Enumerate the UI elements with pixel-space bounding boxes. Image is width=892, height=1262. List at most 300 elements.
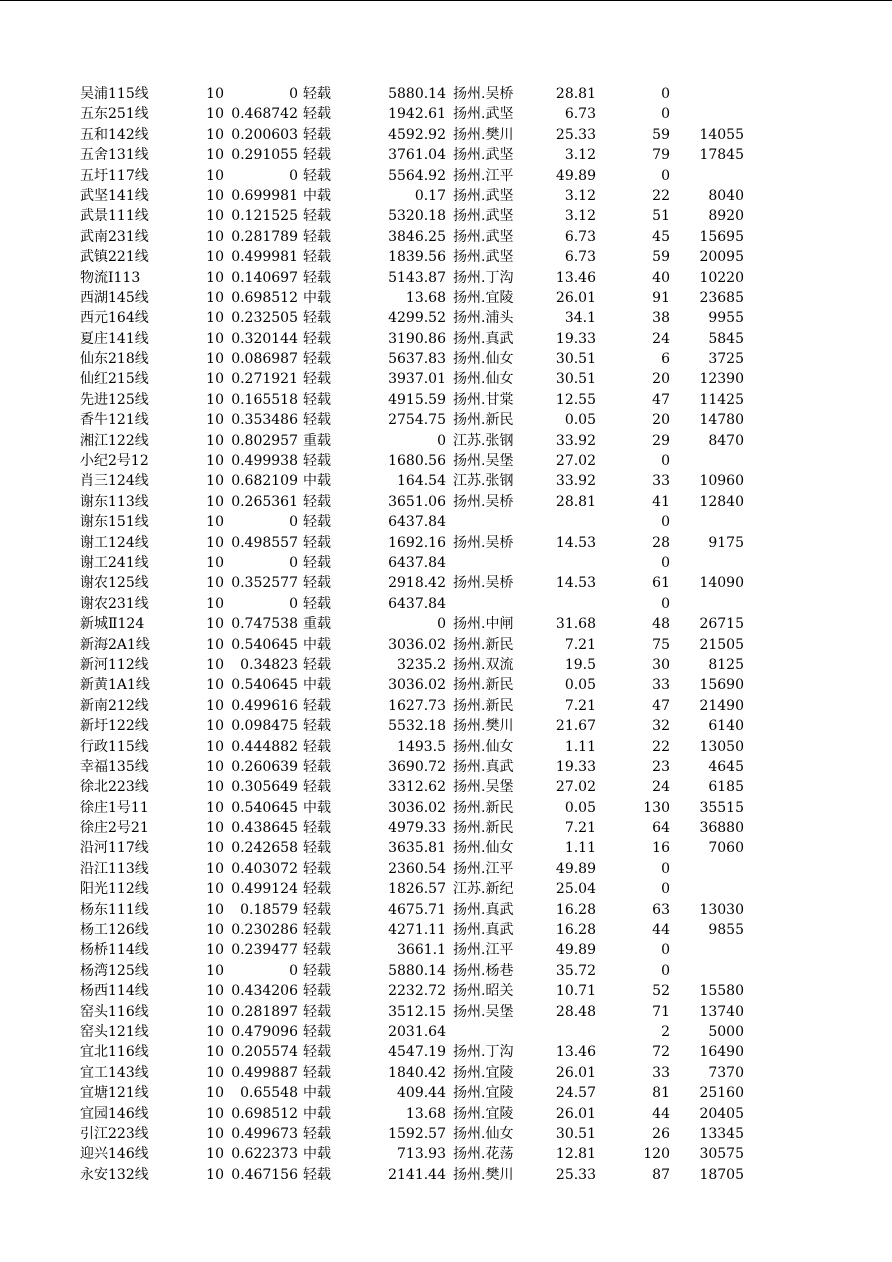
value-cell: 6140 — [708, 718, 744, 735]
capacity-cell: 1942.61 — [388, 106, 446, 123]
line-name-cell: 五圩117线 — [80, 167, 149, 184]
load-status-cell: 轻载 — [303, 126, 331, 143]
load-ratio-cell: 0.499673 — [231, 1125, 298, 1142]
voltage-cell: 10 — [206, 1146, 224, 1163]
voltage-cell: 10 — [206, 1003, 224, 1020]
capacity-cell: 1627.73 — [388, 697, 446, 714]
table-row — [0, 1002, 892, 1022]
line-name-cell: 徐庄2号21 — [80, 820, 149, 837]
load-status-cell: 轻载 — [303, 371, 331, 388]
distance-cell: 3.12 — [564, 147, 596, 164]
load-status-cell: 轻载 — [303, 534, 331, 551]
load-status-cell: 轻载 — [303, 228, 331, 245]
value-cell: 11425 — [699, 391, 744, 408]
table-row — [0, 879, 892, 899]
load-ratio-cell: 0.802957 — [231, 432, 298, 449]
count-cell: 0 — [661, 106, 670, 123]
value-cell: 8470 — [708, 432, 744, 449]
load-ratio-cell: 0.18579 — [240, 901, 298, 918]
voltage-cell: 10 — [206, 228, 224, 245]
voltage-cell: 10 — [206, 697, 224, 714]
load-status-cell: 轻载 — [303, 412, 331, 429]
distance-cell: 21.67 — [555, 718, 596, 735]
value-cell: 5000 — [708, 1023, 744, 1040]
distance-cell: 12.55 — [555, 391, 596, 408]
voltage-cell: 10 — [206, 289, 224, 306]
substation-cell: 扬州.仙女 — [453, 351, 514, 368]
load-status-cell: 轻载 — [303, 962, 331, 979]
load-ratio-cell: 0.086987 — [231, 351, 298, 368]
load-status-cell: 轻载 — [303, 758, 331, 775]
count-cell: 64 — [652, 820, 670, 837]
count-cell: 2 — [661, 1023, 670, 1040]
load-ratio-cell: 0.540645 — [231, 677, 298, 694]
count-cell: 79 — [652, 147, 670, 164]
distance-cell: 14.53 — [555, 575, 596, 592]
load-ratio-cell: 0.140697 — [231, 269, 298, 286]
load-status-cell: 轻载 — [303, 147, 331, 164]
load-status-cell: 轻载 — [303, 656, 331, 673]
load-ratio-cell: 0.291055 — [231, 147, 298, 164]
load-ratio-cell: 0 — [289, 86, 298, 102]
capacity-cell: 2360.54 — [388, 860, 446, 877]
table-row — [0, 1124, 892, 1144]
distance-cell: 13.46 — [555, 1044, 596, 1061]
voltage-cell: 10 — [206, 860, 224, 877]
value-cell: 12390 — [699, 371, 744, 388]
load-status-cell: 轻载 — [303, 860, 331, 877]
table-row — [0, 635, 892, 655]
value-cell: 3725 — [708, 351, 744, 368]
voltage-cell: 10 — [206, 147, 224, 164]
capacity-cell: 713.93 — [397, 1146, 446, 1163]
load-ratio-cell: 0.498557 — [231, 534, 298, 551]
count-cell: 40 — [652, 269, 670, 286]
capacity-cell: 3651.06 — [388, 493, 446, 510]
capacity-cell: 2232.72 — [388, 983, 446, 1000]
substation-cell: 扬州.吴堡 — [453, 453, 514, 470]
line-name-cell: 谢农125线 — [80, 575, 149, 592]
voltage-cell: 10 — [206, 493, 224, 510]
table-row — [0, 940, 892, 960]
distance-cell: 33.92 — [555, 473, 596, 490]
capacity-cell: 3846.25 — [388, 228, 446, 245]
voltage-cell: 10 — [206, 983, 224, 1000]
line-name-cell: 杨桥114线 — [80, 942, 149, 959]
load-ratio-cell: 0.265361 — [231, 493, 298, 510]
table-row — [0, 716, 892, 736]
table-row — [0, 186, 892, 206]
load-ratio-cell: 0.467156 — [231, 1166, 298, 1183]
count-cell: 0 — [661, 881, 670, 898]
value-cell: 21490 — [699, 697, 744, 714]
count-cell: 0 — [661, 453, 670, 470]
load-status-cell: 轻载 — [303, 595, 331, 612]
distance-cell: 1.11 — [564, 738, 596, 755]
load-status-cell: 中载 — [303, 1105, 331, 1122]
load-ratio-cell: 0.499616 — [231, 697, 298, 714]
voltage-cell: 10 — [206, 554, 224, 571]
distance-cell: 49.89 — [555, 942, 596, 959]
distance-cell: 6.73 — [564, 249, 596, 266]
load-ratio-cell: 0.353486 — [231, 412, 298, 429]
load-ratio-cell: 0.121525 — [231, 208, 298, 225]
value-cell: 5845 — [708, 330, 744, 347]
line-name-cell: 五东251线 — [80, 106, 149, 123]
load-ratio-cell: 0.305649 — [231, 779, 298, 796]
line-name-cell: 谢东113线 — [80, 493, 149, 510]
capacity-cell: 0 — [437, 616, 446, 633]
load-ratio-cell: 0.098475 — [231, 718, 298, 735]
load-ratio-cell: 0.242658 — [231, 840, 298, 857]
distance-cell: 27.02 — [555, 453, 596, 470]
distance-cell: 0.05 — [564, 412, 596, 429]
line-name-cell: 武南231线 — [80, 228, 149, 245]
substation-cell: 扬州.樊川 — [453, 126, 514, 143]
distance-cell: 0.05 — [564, 799, 596, 816]
distance-cell: 26.01 — [555, 1105, 596, 1122]
substation-cell: 扬州.花荡 — [453, 1146, 514, 1163]
distance-cell: 3.12 — [564, 208, 596, 225]
capacity-cell: 3690.72 — [388, 758, 446, 775]
count-cell: 0 — [661, 554, 670, 571]
substation-cell: 扬州.真武 — [453, 901, 514, 918]
count-cell: 81 — [652, 1085, 670, 1102]
load-status-cell: 轻载 — [303, 106, 331, 123]
load-ratio-cell: 0.622373 — [231, 1146, 298, 1163]
substation-cell: 扬州.武坚 — [453, 147, 514, 164]
capacity-cell: 4915.59 — [388, 391, 446, 408]
load-ratio-cell: 0.682109 — [231, 473, 298, 490]
value-cell: 20405 — [699, 1105, 744, 1122]
count-cell: 24 — [652, 779, 670, 796]
substation-cell: 扬州.吴桥 — [453, 493, 514, 510]
value-cell: 4645 — [708, 758, 744, 775]
load-ratio-cell: 0.444882 — [231, 738, 298, 755]
load-status-cell: 轻载 — [303, 942, 331, 959]
load-ratio-cell: 0 — [289, 167, 298, 184]
distance-cell: 19.33 — [555, 330, 596, 347]
voltage-cell: 10 — [206, 330, 224, 347]
distance-cell: 3.12 — [564, 187, 596, 204]
voltage-cell: 10 — [206, 656, 224, 673]
count-cell: 30 — [652, 656, 670, 673]
load-ratio-cell: 0.230286 — [231, 922, 298, 939]
table-row — [0, 1144, 892, 1164]
load-ratio-cell: 0.165518 — [231, 391, 298, 408]
count-cell: 130 — [643, 799, 670, 816]
load-status-cell: 轻载 — [303, 1023, 331, 1040]
value-cell: 15690 — [699, 677, 744, 694]
substation-cell: 扬州.江平 — [453, 860, 514, 877]
distance-cell: 7.21 — [564, 820, 596, 837]
line-name-cell: 谢工241线 — [80, 554, 149, 571]
value-cell: 13345 — [699, 1125, 744, 1142]
capacity-cell: 1840.42 — [388, 1064, 446, 1081]
count-cell: 20 — [652, 412, 670, 429]
distance-cell: 12.81 — [555, 1146, 596, 1163]
value-cell: 30575 — [699, 1146, 744, 1163]
line-name-cell: 永安132线 — [80, 1166, 149, 1183]
line-name-cell: 小纪2号12 — [80, 453, 149, 470]
count-cell: 33 — [652, 473, 670, 490]
table-row — [0, 227, 892, 247]
table-row — [0, 247, 892, 267]
voltage-cell: 10 — [206, 1166, 224, 1183]
table-row — [0, 145, 892, 165]
substation-cell: 扬州.杨巷 — [453, 962, 514, 979]
voltage-cell: 10 — [206, 962, 224, 979]
distance-cell: 31.68 — [555, 616, 596, 633]
load-status-cell: 重载 — [303, 616, 331, 633]
capacity-cell: 0 — [437, 432, 446, 449]
capacity-cell: 5637.83 — [388, 351, 446, 368]
load-status-cell: 中载 — [303, 677, 331, 694]
voltage-cell: 10 — [206, 575, 224, 592]
table-row — [0, 1083, 892, 1103]
voltage-cell: 10 — [206, 187, 224, 204]
table-row — [0, 859, 892, 879]
load-status-cell: 轻载 — [303, 330, 331, 347]
load-status-cell: 重载 — [303, 432, 331, 449]
table-row — [0, 349, 892, 369]
line-name-cell: 肖三124线 — [80, 473, 149, 490]
load-ratio-cell: 0 — [289, 554, 298, 571]
line-name-cell: 沿江113线 — [80, 860, 149, 877]
substation-cell: 扬州.吴堡 — [453, 1003, 514, 1020]
voltage-cell: 10 — [206, 779, 224, 796]
line-name-cell: 新南212线 — [80, 697, 149, 714]
value-cell: 25160 — [699, 1085, 744, 1102]
distance-cell: 19.5 — [564, 656, 596, 673]
voltage-cell: 10 — [206, 453, 224, 470]
capacity-cell: 5880.14 — [388, 86, 446, 102]
table-row — [0, 696, 892, 716]
count-cell: 48 — [652, 616, 670, 633]
substation-cell: 扬州.武坚 — [453, 208, 514, 225]
substation-cell: 扬州.丁沟 — [453, 269, 514, 286]
capacity-cell: 1826.57 — [388, 881, 446, 898]
value-cell: 12840 — [699, 493, 744, 510]
value-cell: 9175 — [708, 534, 744, 551]
load-status-cell: 轻载 — [303, 493, 331, 510]
line-name-cell: 迎兴146线 — [80, 1146, 149, 1163]
table-row — [0, 818, 892, 838]
line-name-cell: 阳光112线 — [80, 881, 149, 898]
load-ratio-cell: 0.540645 — [231, 636, 298, 653]
line-name-cell: 徐庄1号11 — [80, 799, 149, 816]
count-cell: 91 — [652, 289, 670, 306]
capacity-cell: 3036.02 — [388, 799, 446, 816]
line-name-cell: 行政115线 — [80, 738, 149, 755]
value-cell: 17845 — [699, 147, 744, 164]
load-ratio-cell: 0.232505 — [231, 310, 298, 327]
value-cell: 26715 — [699, 616, 744, 633]
count-cell: 72 — [652, 1044, 670, 1061]
voltage-cell: 10 — [206, 167, 224, 184]
distance-cell: 28.48 — [555, 1003, 596, 1020]
value-cell: 8125 — [708, 656, 744, 673]
capacity-cell: 2754.75 — [388, 412, 446, 429]
load-status-cell: 轻载 — [303, 310, 331, 327]
capacity-cell: 3937.01 — [388, 371, 446, 388]
distance-cell: 28.81 — [555, 86, 596, 102]
distance-cell: 49.89 — [555, 860, 596, 877]
load-ratio-cell: 0 — [289, 962, 298, 979]
capacity-cell: 4271.11 — [388, 922, 446, 939]
distance-cell: 30.51 — [555, 351, 596, 368]
load-status-cell: 轻载 — [303, 881, 331, 898]
value-cell: 9955 — [708, 310, 744, 327]
voltage-cell: 10 — [206, 473, 224, 490]
voltage-cell: 10 — [206, 1105, 224, 1122]
substation-cell: 扬州.樊川 — [453, 1166, 514, 1183]
distance-cell: 28.81 — [555, 493, 596, 510]
voltage-cell: 10 — [206, 86, 224, 102]
line-name-cell: 宜塘121线 — [80, 1085, 149, 1102]
substation-cell: 扬州.新民 — [453, 412, 514, 429]
substation-cell: 扬州.浦头 — [453, 310, 514, 327]
line-name-cell: 西元164线 — [80, 310, 149, 327]
line-name-cell: 宜北116线 — [80, 1044, 149, 1061]
count-cell: 120 — [643, 1146, 670, 1163]
line-name-cell: 杨西114线 — [80, 983, 149, 1000]
line-name-cell: 武镇221线 — [80, 249, 149, 266]
table-row — [0, 961, 892, 981]
load-status-cell: 轻载 — [303, 86, 331, 102]
line-name-cell: 夏庄141线 — [80, 330, 149, 347]
load-status-cell: 轻载 — [303, 1003, 331, 1020]
line-name-cell: 窑头116线 — [80, 1003, 149, 1020]
substation-cell: 扬州.新民 — [453, 636, 514, 653]
load-ratio-cell: 0.434206 — [231, 983, 298, 1000]
capacity-cell: 1493.5 — [397, 738, 446, 755]
substation-cell: 扬州.江平 — [453, 942, 514, 959]
table-row — [0, 431, 892, 451]
line-name-cell: 物流Ⅰ113 — [80, 269, 141, 286]
value-cell: 15580 — [699, 983, 744, 1000]
load-status-cell: 轻载 — [303, 1125, 331, 1142]
load-ratio-cell: 0.239477 — [231, 942, 298, 959]
load-status-cell: 中载 — [303, 473, 331, 490]
line-name-cell: 杨工126线 — [80, 922, 149, 939]
count-cell: 26 — [652, 1125, 670, 1142]
table-row — [0, 471, 892, 491]
voltage-cell: 10 — [206, 901, 224, 918]
value-cell: 14055 — [699, 126, 744, 143]
count-cell: 24 — [652, 330, 670, 347]
count-cell: 32 — [652, 718, 670, 735]
substation-cell: 扬州.吴桥 — [453, 534, 514, 551]
distance-cell: 7.21 — [564, 636, 596, 653]
line-name-cell: 武景111线 — [80, 208, 149, 225]
distance-cell: 26.01 — [555, 289, 596, 306]
top-border — [0, 0, 892, 1]
voltage-cell: 10 — [206, 412, 224, 429]
load-status-cell: 轻载 — [303, 167, 331, 184]
table-row — [0, 1165, 892, 1185]
substation-cell: 江苏.新纪 — [453, 881, 514, 898]
value-cell: 8920 — [708, 208, 744, 225]
distance-cell: 33.92 — [555, 432, 596, 449]
value-cell: 35515 — [699, 799, 744, 816]
distance-cell: 34.1 — [564, 310, 596, 327]
load-ratio-cell: 0.352577 — [231, 575, 298, 592]
table-row — [0, 533, 892, 553]
voltage-cell: 10 — [206, 371, 224, 388]
load-status-cell: 中载 — [303, 799, 331, 816]
table-row — [0, 1022, 892, 1042]
value-cell: 20095 — [699, 249, 744, 266]
line-name-cell: 仙红215线 — [80, 371, 149, 388]
table-row — [0, 1104, 892, 1124]
voltage-cell: 10 — [206, 1064, 224, 1081]
capacity-cell: 3312.62 — [388, 779, 446, 796]
distance-cell: 7.21 — [564, 697, 596, 714]
table-row — [0, 369, 892, 389]
substation-cell: 扬州.武坚 — [453, 228, 514, 245]
load-ratio-cell: 0.499938 — [231, 453, 298, 470]
capacity-cell: 6437.84 — [388, 514, 446, 531]
value-cell: 21505 — [699, 636, 744, 653]
table-row — [0, 614, 892, 634]
count-cell: 28 — [652, 534, 670, 551]
count-cell: 61 — [652, 575, 670, 592]
capacity-cell: 4675.71 — [388, 901, 446, 918]
distance-cell: 10.71 — [555, 983, 596, 1000]
line-name-cell: 新海2A1线 — [80, 636, 150, 653]
count-cell: 47 — [652, 697, 670, 714]
substation-cell: 扬州.吴桥 — [453, 86, 514, 102]
load-status-cell: 轻载 — [303, 514, 331, 531]
table-row — [0, 981, 892, 1001]
load-status-cell: 轻载 — [303, 820, 331, 837]
load-status-cell: 轻载 — [303, 922, 331, 939]
voltage-cell: 10 — [206, 636, 224, 653]
count-cell: 0 — [661, 942, 670, 959]
count-cell: 59 — [652, 126, 670, 143]
load-status-cell: 轻载 — [303, 718, 331, 735]
value-cell: 9855 — [708, 922, 744, 939]
count-cell: 75 — [652, 636, 670, 653]
substation-cell: 江苏.张钢 — [453, 473, 514, 490]
capacity-cell: 6437.84 — [388, 595, 446, 612]
value-cell: 23685 — [699, 289, 744, 306]
load-ratio-cell: 0.540645 — [231, 799, 298, 816]
substation-cell: 扬州.双流 — [453, 656, 514, 673]
load-ratio-cell: 0.320144 — [231, 330, 298, 347]
voltage-cell: 10 — [206, 1023, 224, 1040]
table-row — [0, 410, 892, 430]
value-cell: 36880 — [699, 820, 744, 837]
load-ratio-cell: 0.34823 — [240, 656, 298, 673]
load-status-cell: 轻载 — [303, 779, 331, 796]
distance-cell: 16.28 — [555, 922, 596, 939]
table-row — [0, 553, 892, 573]
capacity-cell: 164.54 — [397, 473, 446, 490]
line-name-cell: 五舍131线 — [80, 147, 149, 164]
table-row — [0, 125, 892, 145]
value-cell: 8040 — [708, 187, 744, 204]
line-name-cell: 香牛121线 — [80, 412, 149, 429]
substation-cell: 扬州.真武 — [453, 758, 514, 775]
substation-cell: 扬州.仙女 — [453, 1125, 514, 1142]
capacity-cell: 1592.57 — [388, 1125, 446, 1142]
capacity-cell: 3235.2 — [397, 656, 446, 673]
distance-cell: 16.28 — [555, 901, 596, 918]
capacity-cell: 5532.18 — [388, 718, 446, 735]
line-name-cell: 新圩122线 — [80, 718, 149, 735]
